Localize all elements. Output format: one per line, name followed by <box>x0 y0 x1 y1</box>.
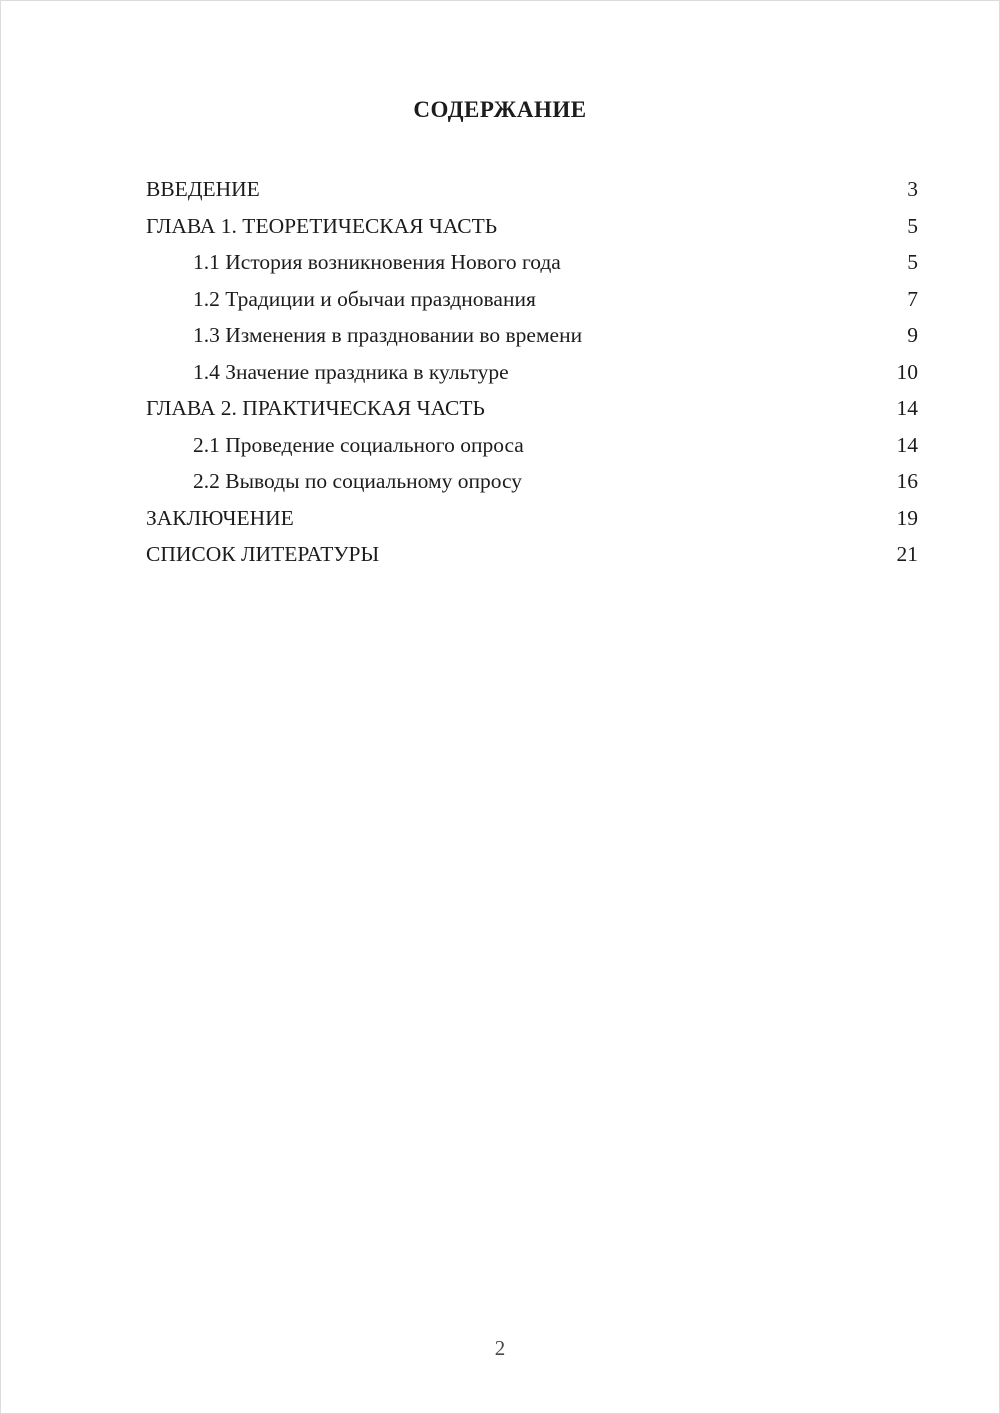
toc-entry-label: 1.4 Значение праздника в культуре <box>193 359 509 384</box>
toc-entry-label: 1.2 Традиции и обычаи празднования <box>193 286 536 311</box>
toc-entry <box>146 171 918 208</box>
toc-entry-label: 2.2 Выводы по социальному опросу <box>193 469 523 493</box>
toc-entry-label: 2.1 Проведение социального опроса <box>193 432 524 457</box>
toc-entry-label: ЗАКЛЮЧЕНИЕ <box>146 505 294 530</box>
toc-entry-page: 5 <box>907 250 918 274</box>
toc-entry-page: 19 <box>896 505 918 530</box>
table-of-contents <box>146 171 918 573</box>
toc-entry-label: ВВЕДЕНИЕ <box>146 177 260 201</box>
toc-entry <box>146 317 918 354</box>
toc-entry <box>146 281 918 318</box>
toc-entry-label: ГЛАВА 2. ПРАКТИЧЕСКАЯ ЧАСТЬ <box>146 396 485 420</box>
footer-page-number: 2 <box>494 1336 506 1360</box>
toc-entry-page: 5 <box>907 213 918 238</box>
toc-entry <box>146 244 918 281</box>
toc-entry-page: 21 <box>896 542 918 566</box>
toc-entry-page: 14 <box>896 396 918 420</box>
toc-entry-page: 7 <box>907 286 918 311</box>
toc-entry <box>146 500 918 537</box>
toc-entry-label: 1.3 Изменения в праздновании во времени <box>193 323 583 347</box>
toc-entry-page: 14 <box>896 432 918 457</box>
toc-entry <box>146 354 918 391</box>
toc-entry-page: 9 <box>907 323 918 347</box>
toc-entry <box>146 463 918 500</box>
toc-entry-label: СПИСОК ЛИТЕРАТУРЫ <box>146 542 380 566</box>
toc-entry-label: ГЛАВА 1. ТЕОРЕТИЧЕСКАЯ ЧАСТЬ <box>146 213 498 238</box>
page-title: СОДЕРЖАНИЕ <box>413 97 587 122</box>
toc-entry-page: 16 <box>896 469 918 493</box>
toc-entry <box>146 208 918 245</box>
toc-entry-page: 10 <box>896 359 918 384</box>
toc-entry-label: 1.1 История возникновения Нового года <box>193 250 561 274</box>
toc-entry-page: 3 <box>907 177 918 201</box>
toc-entry <box>146 427 918 464</box>
toc-entry <box>146 390 918 427</box>
toc-entry <box>146 536 918 573</box>
